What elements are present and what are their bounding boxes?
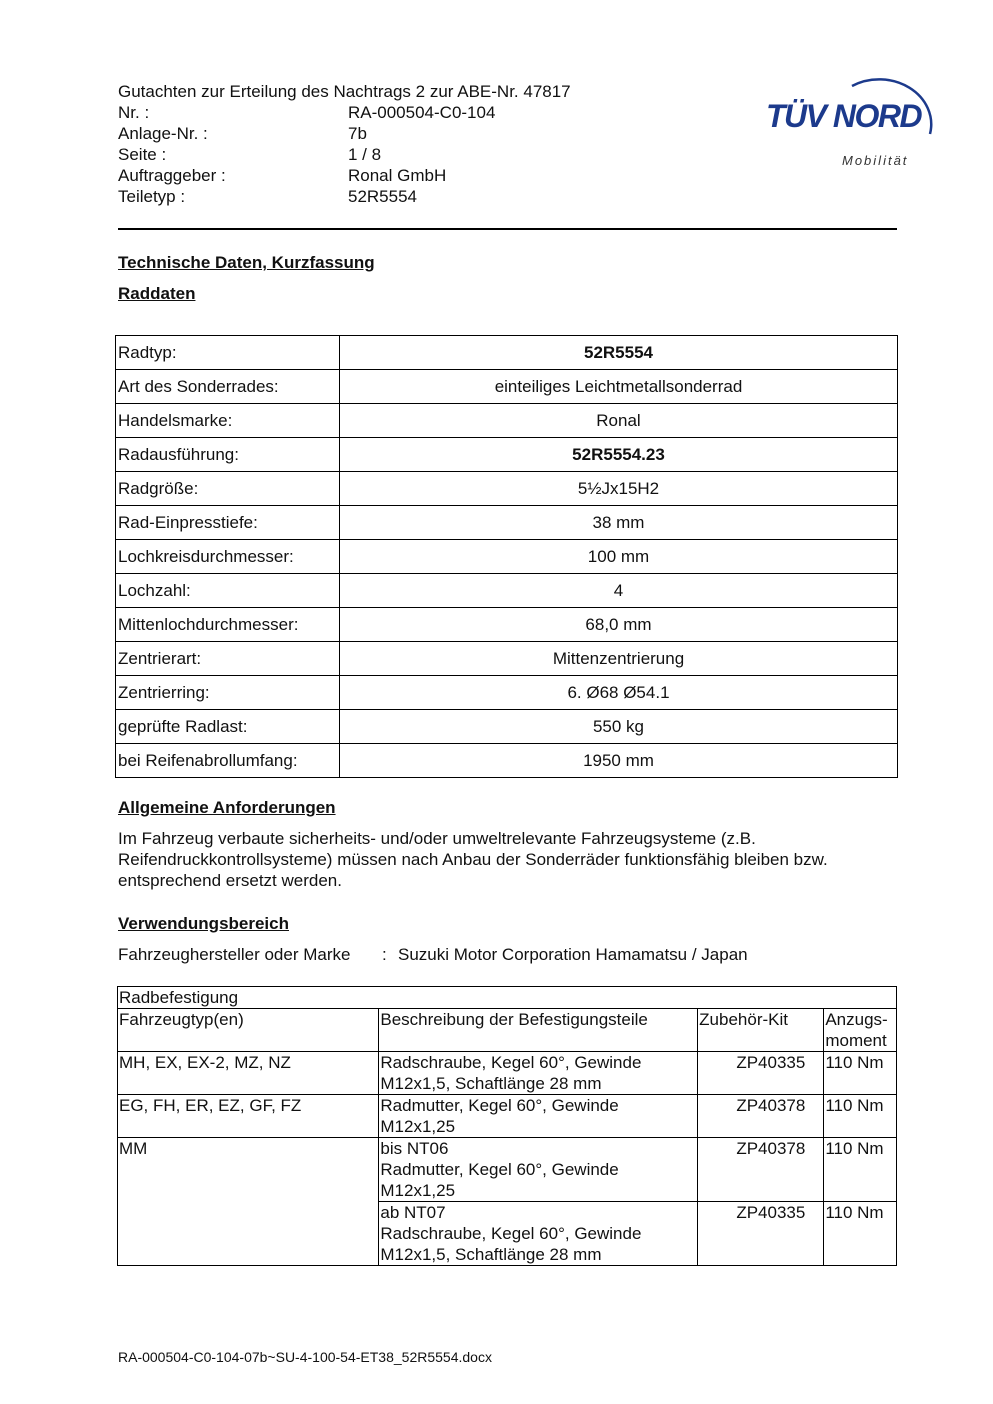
column-header-vehicle-types: Fahrzeugtyp(en): [118, 1009, 379, 1052]
logo-subtitle: Mobilität: [842, 153, 909, 168]
description-line: M12x1,5, Schaftlänge 28 mm: [380, 1074, 602, 1093]
header-value: RA-000504-C0-104: [348, 103, 496, 122]
column-header-torque-line2: moment: [825, 1031, 887, 1050]
maker-separator: :: [382, 945, 387, 964]
maker-value: Suzuki Motor Corporation Hamamatsu / Japan: [398, 945, 748, 964]
logo-brand: TÜV NORD: [766, 98, 922, 134]
torque-value: 110 Nm: [824, 1202, 897, 1266]
description-line: ab NT07: [380, 1203, 446, 1222]
footer-filename: RA-000504-C0-104-07b~SU-4-100-54-ET38_52R5554.docx: [118, 1349, 492, 1365]
table-row: [116, 404, 898, 438]
table-row: [118, 1095, 897, 1138]
table-row: [118, 1138, 897, 1202]
table-key: geprüfte Radlast:: [116, 710, 340, 744]
section-heading-allgemeine-anforderungen: Allgemeine Anforderungen: [118, 798, 336, 817]
table-key: Radtyp:: [116, 336, 340, 370]
table-key: bei Reifenabrollumfang:: [116, 744, 340, 778]
table-row: [116, 336, 898, 370]
header-divider: [118, 228, 897, 230]
table-row: [116, 676, 898, 710]
vehicle-types: MH, EX, EX-2, MZ, NZ: [118, 1052, 379, 1095]
table-value: einteiliges Leichtmetallsonderrad: [340, 370, 898, 404]
vehicle-types: EG, FH, ER, EZ, GF, FZ: [118, 1095, 379, 1138]
table-key: Art des Sonderrades:: [116, 370, 340, 404]
column-header-kit: Zubehör-Kit: [698, 1009, 824, 1052]
torque-value: 110 Nm: [824, 1095, 897, 1138]
table-row: [116, 472, 898, 506]
header-value: 1 / 8: [348, 145, 382, 164]
table-value: 4: [340, 574, 898, 608]
table-key: Zentrierring:: [116, 676, 340, 710]
table-value: 52R5554.23: [340, 438, 898, 472]
header-label: Seite :: [118, 145, 167, 164]
kit-number: ZP40335: [698, 1052, 824, 1095]
table-title: Radbefestigung: [118, 987, 897, 1009]
section-heading-verwendungsbereich: Verwendungsbereich: [118, 914, 289, 933]
tuev-nord-logo: [760, 56, 940, 171]
table-title-row: [118, 987, 897, 1009]
fastening-description: [379, 1052, 698, 1095]
description-line: M12x1,25: [380, 1117, 456, 1136]
fastening-description: [379, 1138, 698, 1202]
table-key: Lochkreisdurchmesser:: [116, 540, 340, 574]
header-value: 52R5554: [348, 187, 418, 206]
table-value: 6. Ø68 Ø54.1: [340, 676, 898, 710]
table-row: [116, 608, 898, 642]
table-header-row: [118, 1009, 897, 1052]
table-row: [116, 744, 898, 778]
table-value: 100 mm: [340, 540, 898, 574]
table-row: [116, 642, 898, 676]
section-heading-raddaten: Raddaten: [118, 284, 196, 303]
section-heading-technische-daten: Technische Daten, Kurzfassung: [118, 253, 375, 272]
table-row: [116, 574, 898, 608]
table-value: 38 mm: [340, 506, 898, 540]
fastening-description: [379, 1095, 698, 1138]
maker-label: Fahrzeughersteller oder Marke: [118, 945, 351, 964]
table-value: 52R5554: [340, 336, 898, 370]
torque-value: 110 Nm: [824, 1052, 897, 1095]
column-header-description: Beschreibung der Befestigungsteile: [379, 1009, 698, 1052]
kit-number: ZP40378: [698, 1095, 824, 1138]
vehicle-types: MM: [118, 1138, 379, 1266]
description-line: Radmutter, Kegel 60°, Gewinde: [380, 1096, 619, 1115]
table-value: 1950 mm: [340, 744, 898, 778]
wheel-fastening-table: [117, 986, 897, 1266]
table-key: Handelsmarke:: [116, 404, 340, 438]
description-line: bis NT06: [380, 1139, 449, 1158]
column-header-torque: [824, 1009, 897, 1052]
wheel-data-table: [115, 335, 898, 778]
table-key: Rad-Einpresstiefe:: [116, 506, 340, 540]
table-key: Radausführung:: [116, 438, 340, 472]
table-row: [118, 1052, 897, 1095]
header-label: Teiletyp :: [118, 187, 186, 206]
requirements-paragraph: Im Fahrzeug verbaute sicherheits- und/oder umweltrelevante Fahrzeugsysteme (z.B. Reifendruckkontrollsysteme) müssen nach Anbau der Sonderräder funktionsfähig bleiben bzw. entsprechend ersetzt werden.: [118, 829, 828, 890]
table-key: Radgröße:: [116, 472, 340, 506]
kit-number: ZP40378: [698, 1138, 824, 1202]
table-value: 550 kg: [340, 710, 898, 744]
header-label: Auftraggeber :: [118, 166, 226, 185]
torque-value: 110 Nm: [824, 1138, 897, 1202]
table-value: 5½Jx15H2: [340, 472, 898, 506]
description-line: Radschraube, Kegel 60°, Gewinde: [380, 1224, 642, 1243]
header-value: 7b: [348, 124, 367, 143]
table-row: [116, 438, 898, 472]
column-header-torque-line1: Anzugs-: [825, 1010, 888, 1029]
document-title: Gutachten zur Erteilung des Nachtrags 2 zur ABE-Nr. 47817: [118, 82, 571, 101]
table-key: Mittenlochdurchmesser:: [116, 608, 340, 642]
table-value: Ronal: [340, 404, 898, 438]
header-value: Ronal GmbH: [348, 166, 447, 185]
table-row: [116, 506, 898, 540]
header-label: Nr. :: [118, 103, 150, 122]
table-row: [116, 540, 898, 574]
header-label: Anlage-Nr. :: [118, 124, 208, 143]
description-line: Radmutter, Kegel 60°, Gewinde: [380, 1160, 619, 1179]
description-line: M12x1,25: [380, 1181, 456, 1200]
fastening-description: [379, 1202, 698, 1266]
table-key: Lochzahl:: [116, 574, 340, 608]
description-line: Radschraube, Kegel 60°, Gewinde: [380, 1053, 642, 1072]
kit-number: ZP40335: [698, 1202, 824, 1266]
table-key: Zentrierart:: [116, 642, 340, 676]
description-line: M12x1,5, Schaftlänge 28 mm: [380, 1245, 602, 1264]
table-row: [116, 370, 898, 404]
table-value: 68,0 mm: [340, 608, 898, 642]
table-value: Mittenzentrierung: [340, 642, 898, 676]
table-row: [116, 710, 898, 744]
